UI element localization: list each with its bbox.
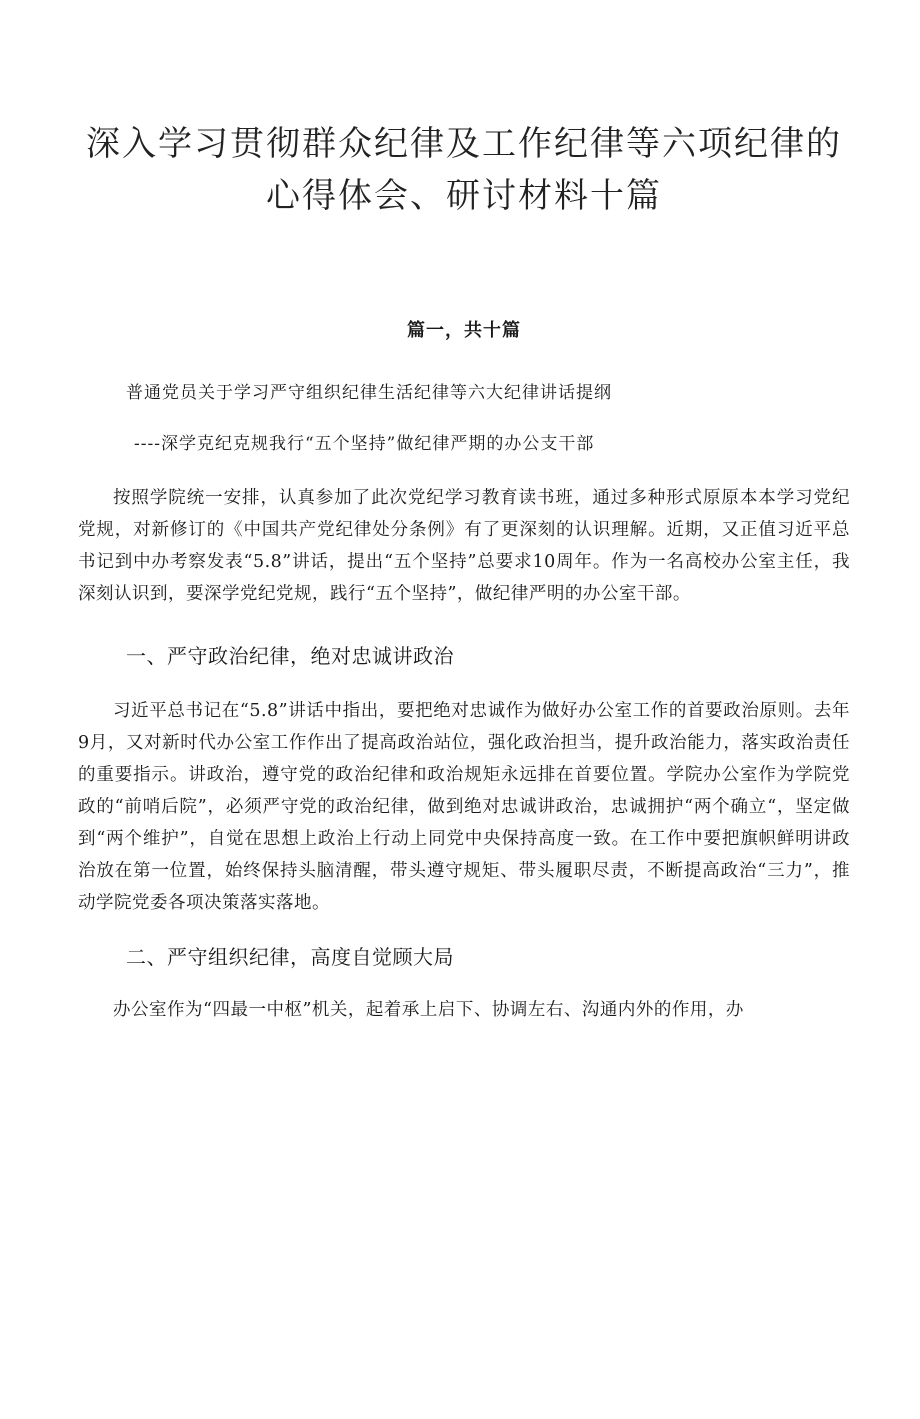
section-heading: 篇一，共十篇 <box>407 320 521 341</box>
intro-paragraph: 按照学院统一安排，认真参加了此次党纪学习教育读书班，通过多种形式原原本本学习党纪党规，对新修订的《中国共产党纪律处分条例》有了更深刻的认识理解。近期，又正值习近平总书记到中办考察发表“5.8”讲话，提出“五个坚持”总要求10周年。作为一名高校办公室主任，我深刻认识到，要深学党纪党规，践行“五个坚持”，做纪律严明的办公室干部。 <box>78 488 850 604</box>
speech-subtitle: 普通党员关于学习严守组织纪律生活纪律等六大纪律讲话提纲 <box>126 383 612 403</box>
heading-political-discipline: 一、严守政治纪律，绝对忠诚讲政治 <box>126 644 454 668</box>
document-title: 深入学习贯彻群众纪律及工作纪律等六项纪律的心得体会、研讨材料十篇 <box>86 124 842 216</box>
heading-organizational-discipline: 二、严守组织纪律，高度自觉顾大局 <box>126 945 454 969</box>
document-page <box>0 118 920 1419</box>
organizational-discipline-paragraph: 办公室作为“四最一中枢”机关，起着承上启下、协调左右、沟通内外的作用，办 <box>113 1000 744 1020</box>
speech-subtitle-line2: ----深学克纪克规我行“五个坚持”做纪律严期的办公支干部 <box>134 434 595 454</box>
political-discipline-paragraph: 习近平总书记在“5.8”讲话中指出，要把绝对忠诚作为做好办公室工作的首要政治原则。去年9月，又对新时代办公室工作作出了提高政治站位，强化政治担当，提升政治能力，落实政治责任的重要指示。讲政治，遵守党的政治纪律和政治规矩永远排在首要位置。学院办公室作为学院党政的“前哨后院”，必须严守党的政治纪律，做到绝对忠诚讲政治，忠诚拥护“两个确立“，坚定做到“两个维护”，自觉在思想上政治上行动上同党中央保持高度一致。在工作中要把旗帜鲜明讲政治放在第一位置，始终保持头脑清醒，带头遵守规矩、带头履职尽责，不断提高政治“三力”，推动学院党委各项决策落实落地。 <box>78 701 850 913</box>
